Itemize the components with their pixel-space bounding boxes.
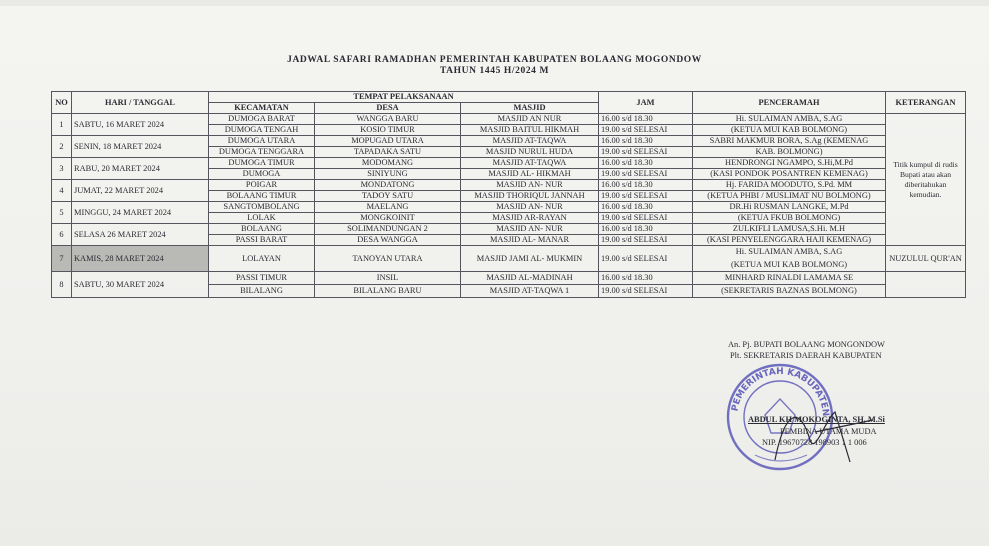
- row-penceramah: DR.Hi RUSMAN LANGKE, M.Pd: [693, 202, 886, 213]
- table-row: [52, 246, 966, 259]
- row-penceramah: (KETUA PHBI / MUSLIMAT NU BOLMONG): [693, 191, 886, 202]
- document-title: JADWAL SAFARI RAMADHAN PEMERINTAH KABUPATEN BOLAANG MOGONDOW: [287, 55, 702, 65]
- row-desa: SOLIMANDUNGAN 2: [315, 224, 461, 235]
- row-penceramah: (KASI PONDOK POSANTREN KEMENAG): [693, 169, 886, 180]
- row-desa: MAELANG: [315, 202, 461, 213]
- row-masjid: MASJID AT-TAQWA 1: [461, 285, 599, 298]
- row-masjid: MASJID AN- NUR: [461, 224, 599, 235]
- row-kecamatan: PASSI TIMUR: [209, 272, 315, 285]
- row-desa: INSIL: [315, 272, 461, 285]
- row-desa: SINIYUNG: [315, 169, 461, 180]
- signature-line1: An. Pj. BUPATI BOLAANG MONGONDOW: [728, 340, 885, 349]
- row-jam: 19.00 s/d SELESAI: [599, 169, 693, 180]
- signatory-rank: PEMBINA UTAMA MUDA: [780, 427, 877, 436]
- keterangan-empty: [886, 272, 966, 298]
- row-kecamatan: POIGAR: [209, 180, 315, 191]
- row-masjid: MASJID AT-TAQWA: [461, 136, 599, 147]
- row-jam: 19.00 s/d SELESAI: [599, 147, 693, 158]
- row-date: MINGGU, 24 MARET 2024: [72, 202, 209, 224]
- row-date: JUMAT, 22 MARET 2024: [72, 180, 209, 202]
- row-kecamatan: BOLAANG TIMUR: [209, 191, 315, 202]
- row-jam: 19.00 s/d SELESAI: [599, 125, 693, 136]
- header-keterangan: KETERANGAN: [886, 92, 966, 114]
- row-penceramah: HENDRONGI NGAMPO, S.Hi,M.Pd: [693, 158, 886, 169]
- row-no: 6: [52, 224, 72, 246]
- row-desa: KOSIO TIMUR: [315, 125, 461, 136]
- row-penceramah: Hi. SULAIMAN AMBA, S.AG: [693, 114, 886, 125]
- row-kecamatan: DUMOGA TENGAH: [209, 125, 315, 136]
- row-desa: TANOYAN UTARA: [315, 246, 461, 272]
- row-masjid: MASJID THORIQUL JANNAH: [461, 191, 599, 202]
- table-row: [52, 202, 966, 213]
- row-no: 4: [52, 180, 72, 202]
- row-jam: 16.00 s/d 18.30: [599, 114, 693, 125]
- row-date: RABU, 20 MARET 2024: [72, 158, 209, 180]
- row-penceramah: (KASI PENYELENGGARA HAJI KEMENAG): [693, 235, 886, 246]
- row-kecamatan: DUMOGA TIMUR: [209, 158, 315, 169]
- row-date: SENIN, 18 MARET 2024: [72, 136, 209, 158]
- row-masjid: MASJID AL- MANAR: [461, 235, 599, 246]
- row-kecamatan: BOLAANG: [209, 224, 315, 235]
- row-masjid: MASJID AN- NUR: [461, 202, 599, 213]
- row-jam: 19.00 s/d SELESAI: [599, 235, 693, 246]
- row-no: 7: [52, 246, 72, 272]
- row-jam: 19.00 s/d SELESAI: [599, 213, 693, 224]
- row-date: SABTU, 30 MARET 2024: [72, 272, 209, 298]
- row-penceramah: (KETUA MUI KAB BOLMONG): [693, 259, 886, 272]
- row-penceramah: ZULKIFLI LAMUSA,S.Hi. M.H: [693, 224, 886, 235]
- row-date: KAMIS, 28 MARET 2024: [72, 246, 209, 272]
- table-row: [52, 180, 966, 191]
- header-no: NO: [52, 92, 72, 114]
- row-jam: 16.00 s/d 18.30: [599, 202, 693, 213]
- row-penceramah: Hj. FARIDA MOODUTO, S.Pd. MM: [693, 180, 886, 191]
- row-kecamatan: BILALANG: [209, 285, 315, 298]
- row-kecamatan: DUMOGA BARAT: [209, 114, 315, 125]
- row-penceramah: (KETUA FKUB BOLMONG): [693, 213, 886, 224]
- row-jam: 16.00 s/d 18.30: [599, 180, 693, 191]
- row-desa: MONDATONG: [315, 180, 461, 191]
- row-desa: TADOY SATU: [315, 191, 461, 202]
- row-kecamatan: SANGTOMBOLANG: [209, 202, 315, 213]
- row-masjid: MASJID NURUL HUDA: [461, 147, 599, 158]
- row-penceramah: Hi. SULAIMAN AMBA, S.AG: [693, 246, 886, 259]
- keterangan-note: Titik kumpul di rudis Bupati atau akan diberitahukan kemudian.: [886, 114, 966, 246]
- row-penceramah: MINHARD RINALDI LAMAMA SE: [693, 272, 886, 285]
- svg-text:PEMERINTAH KABUPATEN: PEMERINTAH KABUPATEN: [730, 366, 831, 417]
- keterangan-nuzulul: NUZULUL QUR'AN: [886, 246, 966, 272]
- row-no: 8: [52, 272, 72, 298]
- table-row: [52, 272, 966, 285]
- row-masjid: MASJID JAMI AL- MUKMIN: [461, 246, 599, 272]
- header-kecamatan: KECAMATAN: [209, 103, 315, 114]
- row-penceramah: (SEKRETARIS BAZNAS BOLMONG): [693, 285, 886, 298]
- row-jam: 16.00 s/d 18.30: [599, 158, 693, 169]
- table-row: [52, 114, 966, 125]
- row-kecamatan: LOLAK: [209, 213, 315, 224]
- header-jam: JAM: [599, 92, 693, 114]
- row-jam: 16.00 s/d 18.30: [599, 272, 693, 285]
- row-jam: 19.00 s/d SELESAI: [599, 246, 693, 272]
- row-jam: 19.00 s/d SELESAI: [599, 191, 693, 202]
- row-desa: MODOMANG: [315, 158, 461, 169]
- row-masjid: MASJID AN- NUR: [461, 180, 599, 191]
- row-no: 1: [52, 114, 72, 136]
- document-subtitle: TAHUN 1445 H/2024 M: [439, 66, 550, 76]
- header-tempat: TEMPAT PELAKSANAAN: [209, 92, 599, 103]
- row-desa: DESA WANGGA: [315, 235, 461, 246]
- row-desa: MOPUGAD UTARA: [315, 136, 461, 147]
- row-date: SELASA 26 MARET 2024: [72, 224, 209, 246]
- signatory-nip: NIP. 19670728 198903 1 1 006: [762, 438, 867, 447]
- row-masjid: MASJID AL- HIKMAH: [461, 169, 599, 180]
- row-penceramah: SABRI MAKMUR BORA, S.Ag (KEMENAG: [693, 136, 886, 147]
- row-no: 2: [52, 136, 72, 158]
- row-jam: 19.00 s/d SELESAI: [599, 285, 693, 298]
- row-no: 3: [52, 158, 72, 180]
- header-desa: DESA: [315, 103, 461, 114]
- row-kecamatan: DUMOGA UTARA: [209, 136, 315, 147]
- row-kecamatan: DUMOGA TENGGARA: [209, 147, 315, 158]
- table-row: [52, 224, 966, 235]
- signature-line2: Plt. SEKRETARIS DAERAH KABUPATEN: [730, 351, 882, 360]
- row-masjid: MASJID AT-TAQWA: [461, 158, 599, 169]
- row-jam: 16.00 s/d 18.30: [599, 136, 693, 147]
- header-penceramah: PENCERAMAH: [693, 92, 886, 114]
- signatory-name: ABDUL KH MOKOGINTA, SH, M.Si: [748, 415, 885, 424]
- row-penceramah: KAB. BOLMONG): [693, 147, 886, 158]
- row-desa: MONGKOINIT: [315, 213, 461, 224]
- schedule-table: [51, 91, 966, 298]
- table-row: [52, 136, 966, 147]
- row-kecamatan: DUMOGA: [209, 169, 315, 180]
- row-kecamatan: PASSI BARAT: [209, 235, 315, 246]
- row-desa: BILALANG BARU: [315, 285, 461, 298]
- row-date: SABTU, 16 MARET 2024: [72, 114, 209, 136]
- row-masjid: MASJID AR-RAYAN: [461, 213, 599, 224]
- row-penceramah: (KETUA MUI KAB BOLMONG): [693, 125, 886, 136]
- row-desa: WANGGA BARU: [315, 114, 461, 125]
- row-desa: TAPADAKA SATU: [315, 147, 461, 158]
- row-masjid: MASJID AN NUR: [461, 114, 599, 125]
- row-masjid: MASJID AL-MADINAH: [461, 272, 599, 285]
- header-masjid: MASJID: [461, 103, 599, 114]
- row-no: 5: [52, 202, 72, 224]
- row-kecamatan: LOLAYAN: [209, 246, 315, 272]
- row-jam: 16.00 s/d 18.30: [599, 224, 693, 235]
- table-row: [52, 158, 966, 169]
- row-masjid: MASJID BAITUL HIKMAH: [461, 125, 599, 136]
- header-hari: HARI / TANGGAL: [72, 92, 209, 114]
